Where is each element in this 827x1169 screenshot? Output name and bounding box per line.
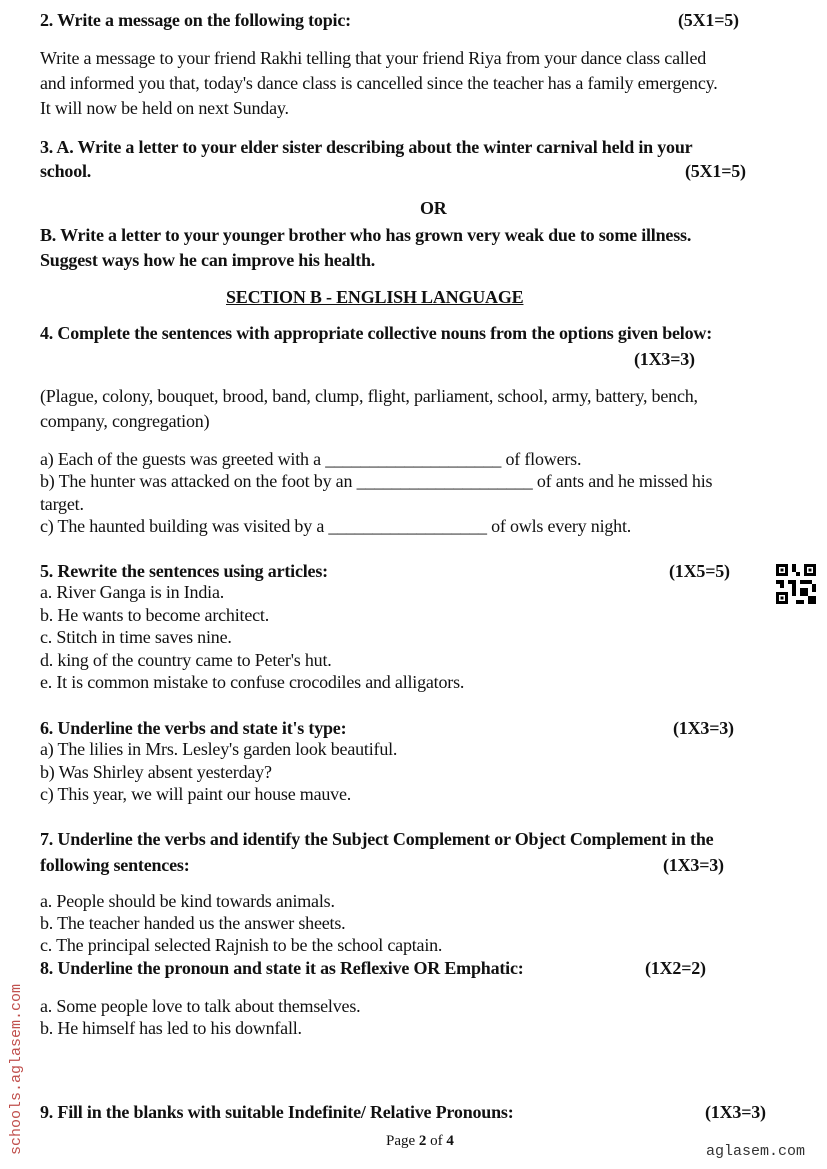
bottom-watermark: aglasem.com (706, 1143, 806, 1160)
q3-or: OR (420, 198, 447, 218)
q5-item: b. He wants to become architect. (40, 605, 270, 625)
q6-heading: 6. Underline the verbs and state it's type: (40, 718, 347, 738)
q5-item: c. Stitch in time saves nine. (40, 627, 232, 647)
q7-item: a. People should be kind towards animals. (40, 891, 335, 911)
q8-marks: (1X2=2) (645, 958, 706, 978)
q3a-line1: 3. A. Write a letter to your elder sister describing about the winter carnival held in your (40, 137, 693, 157)
q9-marks: (1X3=3) (705, 1102, 766, 1122)
q5-item: a. River Ganga is in India. (40, 582, 225, 602)
q4-item: b) The hunter was attacked on the foot by an ____________________ of ants and he missed his (40, 471, 713, 491)
q4-marks: (1X3=3) (634, 349, 695, 369)
q2-line: It will now be held on next Sunday. (40, 98, 289, 118)
q3a-line2: school. (40, 161, 92, 181)
q8-item: a. Some people love to talk about themselves. (40, 996, 361, 1016)
q4-item: c) The haunted building was visited by a __________________ of owls every night. (40, 516, 632, 536)
section-b-heading: SECTION B - ENGLISH LANGUAGE (226, 287, 524, 307)
q7-marks: (1X3=3) (663, 855, 724, 875)
q3b-line1: B. Write a letter to your younger brother who has grown very weak due to some illness. (40, 225, 692, 245)
q2-line: and informed you that, today's dance class is cancelled since the teacher has a family emergency. (40, 73, 718, 93)
q2-line: Write a message to your friend Rakhi telling that your friend Riya from your dance class called (40, 48, 707, 68)
q9-heading: 9. Fill in the blanks with suitable Indefinite/ Relative Pronouns: (40, 1102, 514, 1122)
q3b-line2: Suggest ways how he can improve his health. (40, 250, 376, 270)
page-current: 2 (418, 1133, 427, 1149)
q5-item: e. It is common mistake to confuse crocodiles and alligators. (40, 672, 465, 692)
q4-options: company, congregation) (40, 411, 210, 431)
q7-heading: 7. Underline the verbs and identify the Subject Complement or Object Complement in the (40, 829, 714, 849)
q4-heading: 4. Complete the sentences with appropriate collective nouns from the options given below: (40, 323, 712, 343)
q4-options: (Plague, colony, bouquet, brood, band, clump, flight, parliament, school, army, battery, bench, (40, 386, 698, 406)
page-total: 4 (446, 1133, 454, 1149)
q4-item: target. (40, 494, 84, 514)
q5-heading: 5. Rewrite the sentences using articles: (40, 561, 328, 581)
q4-item: a) Each of the guests was greeted with a ____________________ of flowers. (40, 449, 582, 469)
q8-item: b. He himself has led to his downfall. (40, 1018, 302, 1038)
page-of: of (426, 1133, 447, 1149)
q5-item: d. king of the country came to Peter's hut. (40, 650, 332, 670)
q2-marks: (5X1=5) (678, 10, 739, 30)
q8-heading: 8. Underline the pronoun and state it as Reflexive OR Emphatic: (40, 958, 524, 978)
side-watermark: schools.aglasem.com (8, 983, 25, 1155)
qr-code-icon (776, 564, 816, 604)
q5-marks: (1X5=5) (669, 561, 730, 581)
q7-heading: following sentences: (40, 855, 190, 875)
q7-item: b. The teacher handed us the answer sheets. (40, 913, 346, 933)
q6-item: b) Was Shirley absent yesterday? (40, 762, 272, 782)
page-prefix: Page (386, 1133, 419, 1149)
page-number (386, 1133, 454, 1150)
q2-heading: 2. Write a message on the following topic: (40, 10, 351, 30)
q7-item: c. The principal selected Rajnish to be the school captain. (40, 935, 443, 955)
q6-item: c) This year, we will paint our house mauve. (40, 784, 352, 804)
q6-item: a) The lilies in Mrs. Lesley's garden look beautiful. (40, 739, 398, 759)
q6-marks: (1X3=3) (673, 718, 734, 738)
q3-marks: (5X1=5) (685, 161, 746, 181)
